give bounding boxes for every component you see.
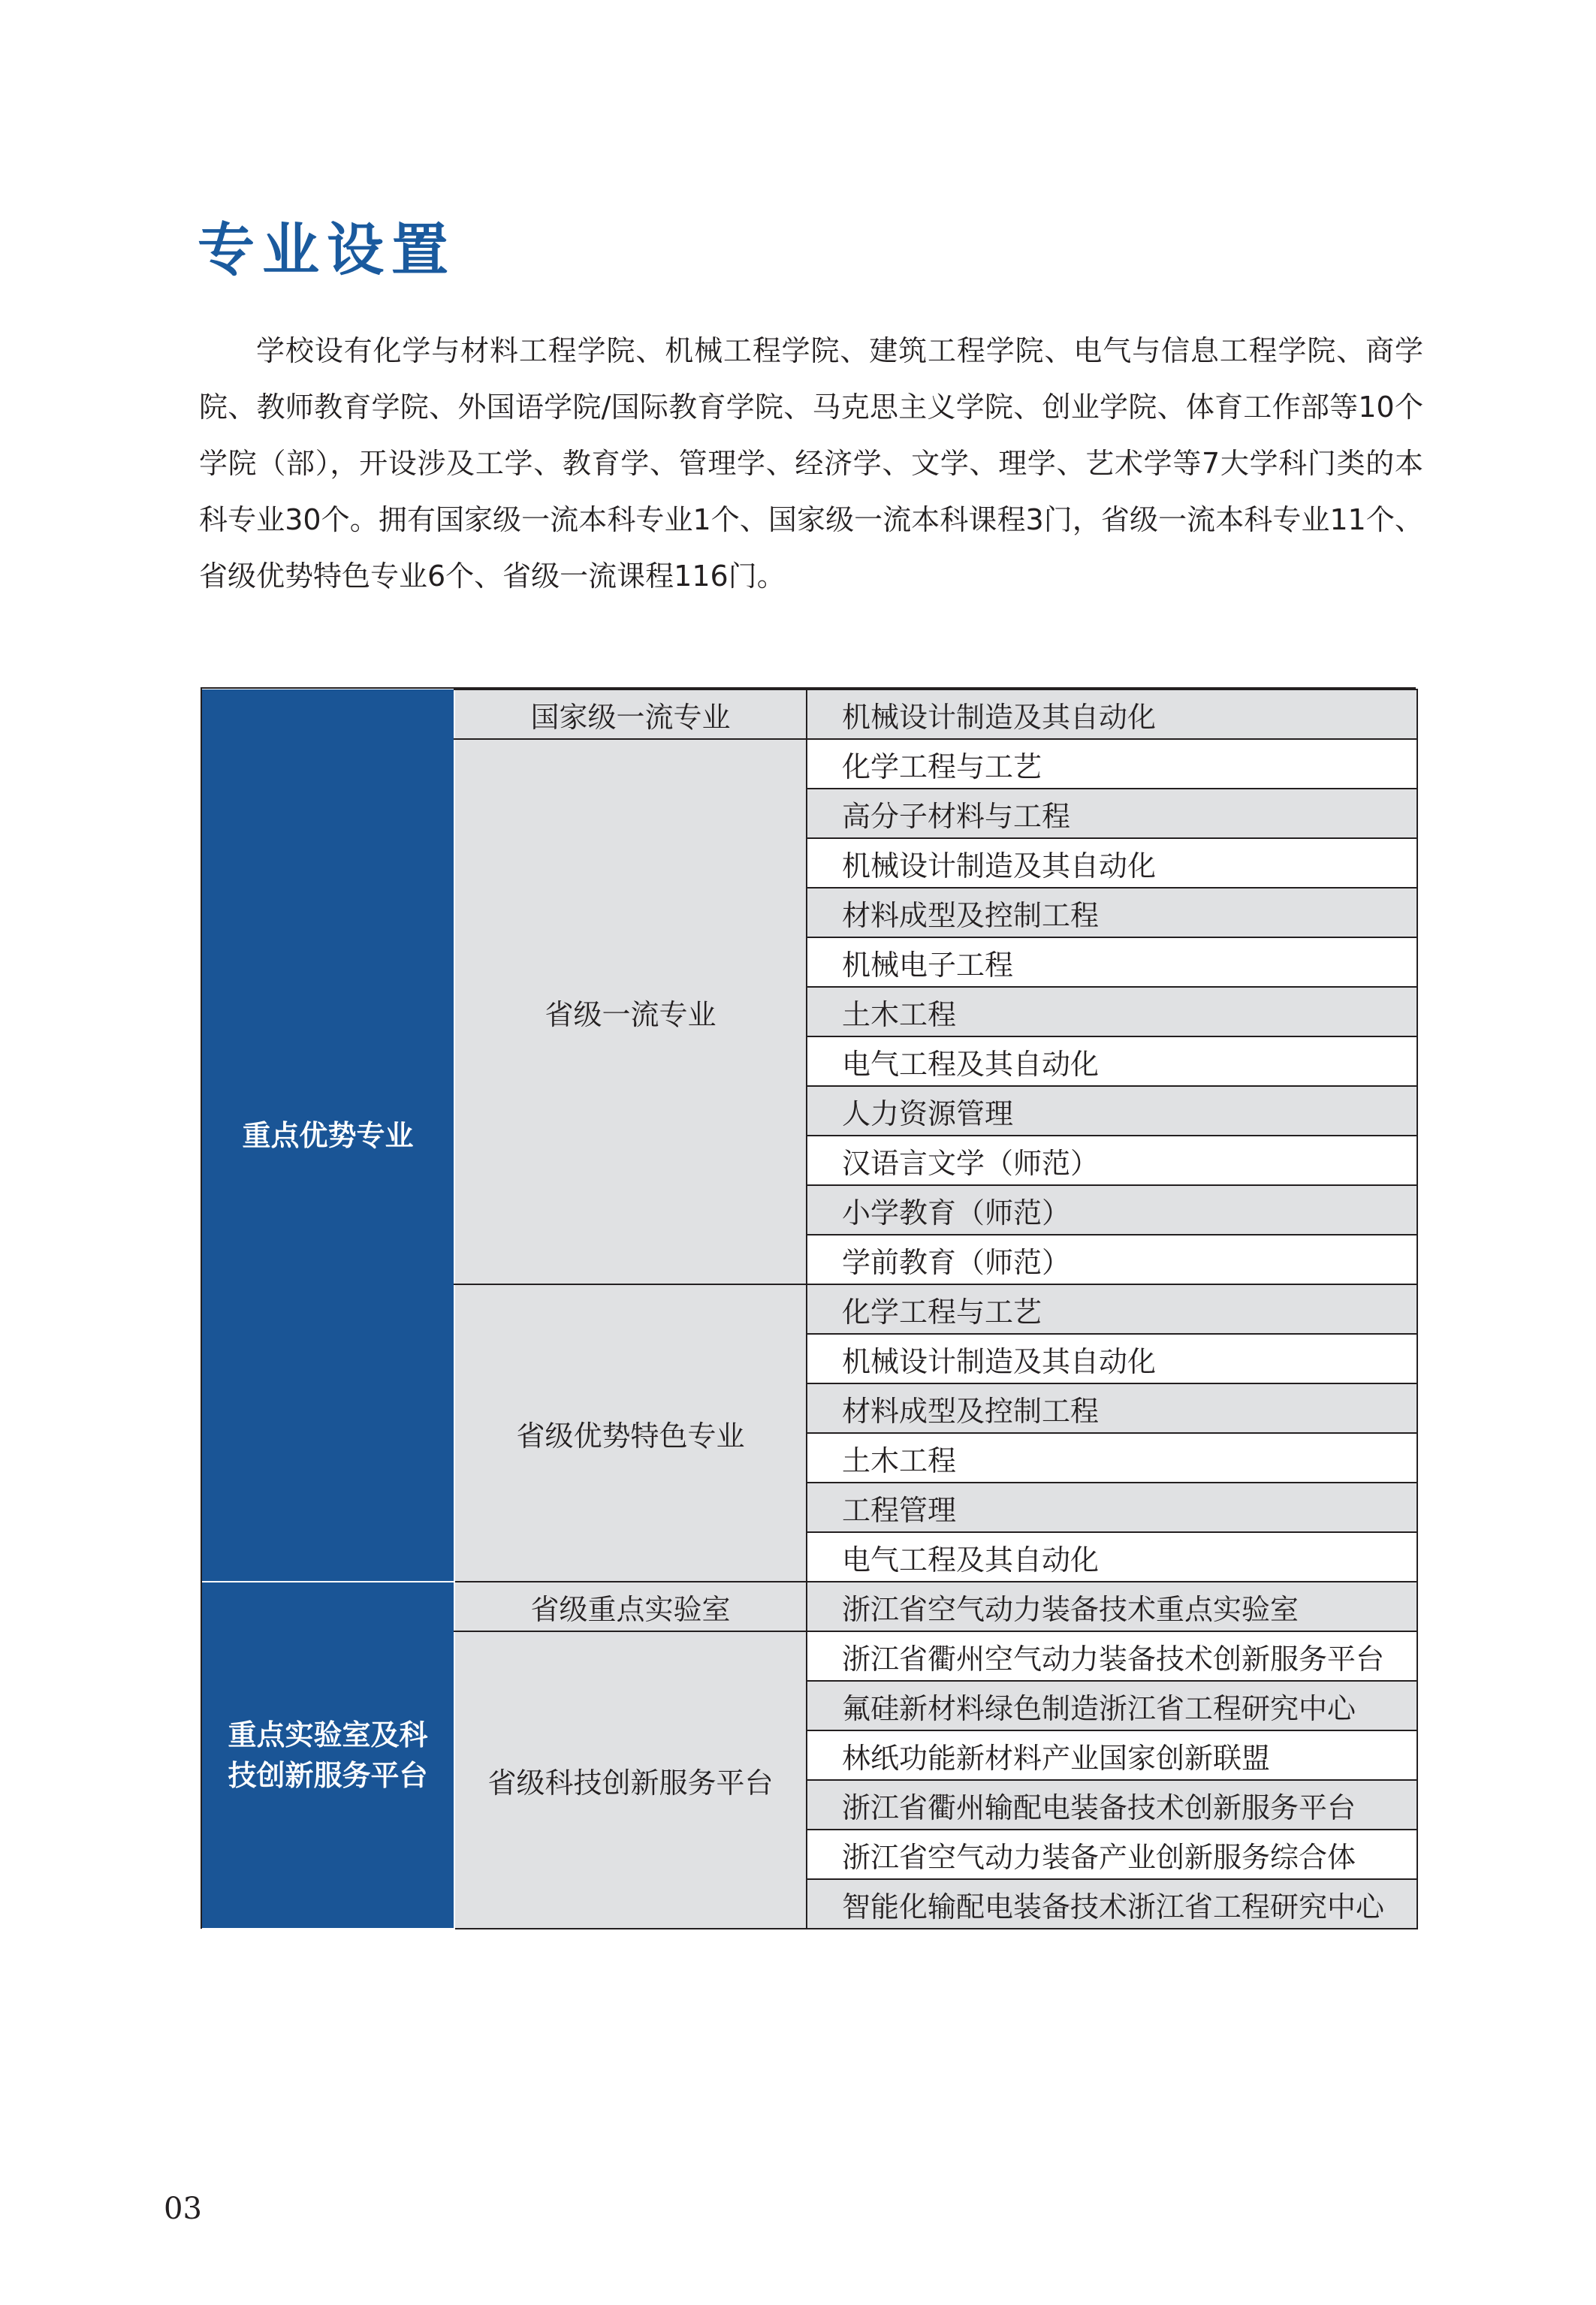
table-body	[202, 689, 1417, 1929]
item-cell: 电气工程及其自动化	[807, 1532, 1417, 1582]
item-cell: 人力资源管理	[807, 1086, 1417, 1136]
item-cell: 智能化输配电装备技术浙江省工程研究中心	[807, 1879, 1417, 1929]
item-cell: 机械设计制造及其自动化	[807, 838, 1417, 888]
item-cell: 林纸功能新材料产业国家创新联盟	[807, 1730, 1417, 1780]
item-cell: 高分子材料与工程	[807, 789, 1417, 838]
table-row	[202, 689, 1417, 739]
table-row	[202, 1582, 1417, 1631]
item-cell: 材料成型及控制工程	[807, 1383, 1417, 1433]
group-cell: 国家级一流专业	[454, 689, 807, 739]
category-cell: 重点优势专业	[202, 689, 454, 1582]
item-cell: 机械电子工程	[807, 937, 1417, 987]
item-cell: 土木工程	[807, 1433, 1417, 1483]
specialty-table	[201, 687, 1416, 1929]
item-cell: 小学教育（师范）	[807, 1185, 1417, 1235]
item-cell: 汉语言文学（师范）	[807, 1136, 1417, 1185]
item-cell: 浙江省衢州空气动力装备技术创新服务平台	[807, 1631, 1417, 1681]
item-cell: 浙江省空气动力装备产业创新服务综合体	[807, 1830, 1417, 1879]
item-cell: 材料成型及控制工程	[807, 888, 1417, 937]
item-cell: 土木工程	[807, 987, 1417, 1036]
group-cell: 省级一流专业	[454, 739, 807, 1284]
intro-paragraph: 学校设有化学与材料工程学院、机械工程学院、建筑工程学院、电气与信息工程学院、商学院、教师教育学院、外国语学院/国际教育学院、马克思主义学院、创业学院、体育工作部等10个学院（部），开设涉及工学、教育学、管理学、经济学、文学、理学、艺术学等7大学科门类的本科专业30个。拥有国家级一流本科专业1个、国家级一流本科课程3门，省级一流本科专业11个、省级优势特色专业6个、省级一流课程116门。	[199, 334, 1423, 593]
group-cell: 省级科技创新服务平台	[454, 1631, 807, 1929]
category-cell: 重点实验室及科技创新服务平台	[202, 1582, 454, 1929]
item-cell: 化学工程与工艺	[807, 1284, 1417, 1334]
group-cell: 省级重点实验室	[454, 1582, 807, 1631]
item-cell: 学前教育（师范）	[807, 1235, 1417, 1284]
item-cell: 机械设计制造及其自动化	[807, 689, 1417, 739]
item-cell: 电气工程及其自动化	[807, 1036, 1417, 1086]
item-cell: 浙江省空气动力装备技术重点实验室	[807, 1582, 1417, 1631]
item-cell: 化学工程与工艺	[807, 739, 1417, 789]
group-cell: 省级优势特色专业	[454, 1284, 807, 1582]
page-title: 专业设置	[198, 216, 456, 283]
item-cell: 浙江省衢州输配电装备技术创新服务平台	[807, 1780, 1417, 1830]
item-cell: 机械设计制造及其自动化	[807, 1334, 1417, 1383]
page-number: 03	[164, 2192, 202, 2226]
item-cell: 工程管理	[807, 1483, 1417, 1532]
item-cell: 氟硅新材料绿色制造浙江省工程研究中心	[807, 1681, 1417, 1730]
